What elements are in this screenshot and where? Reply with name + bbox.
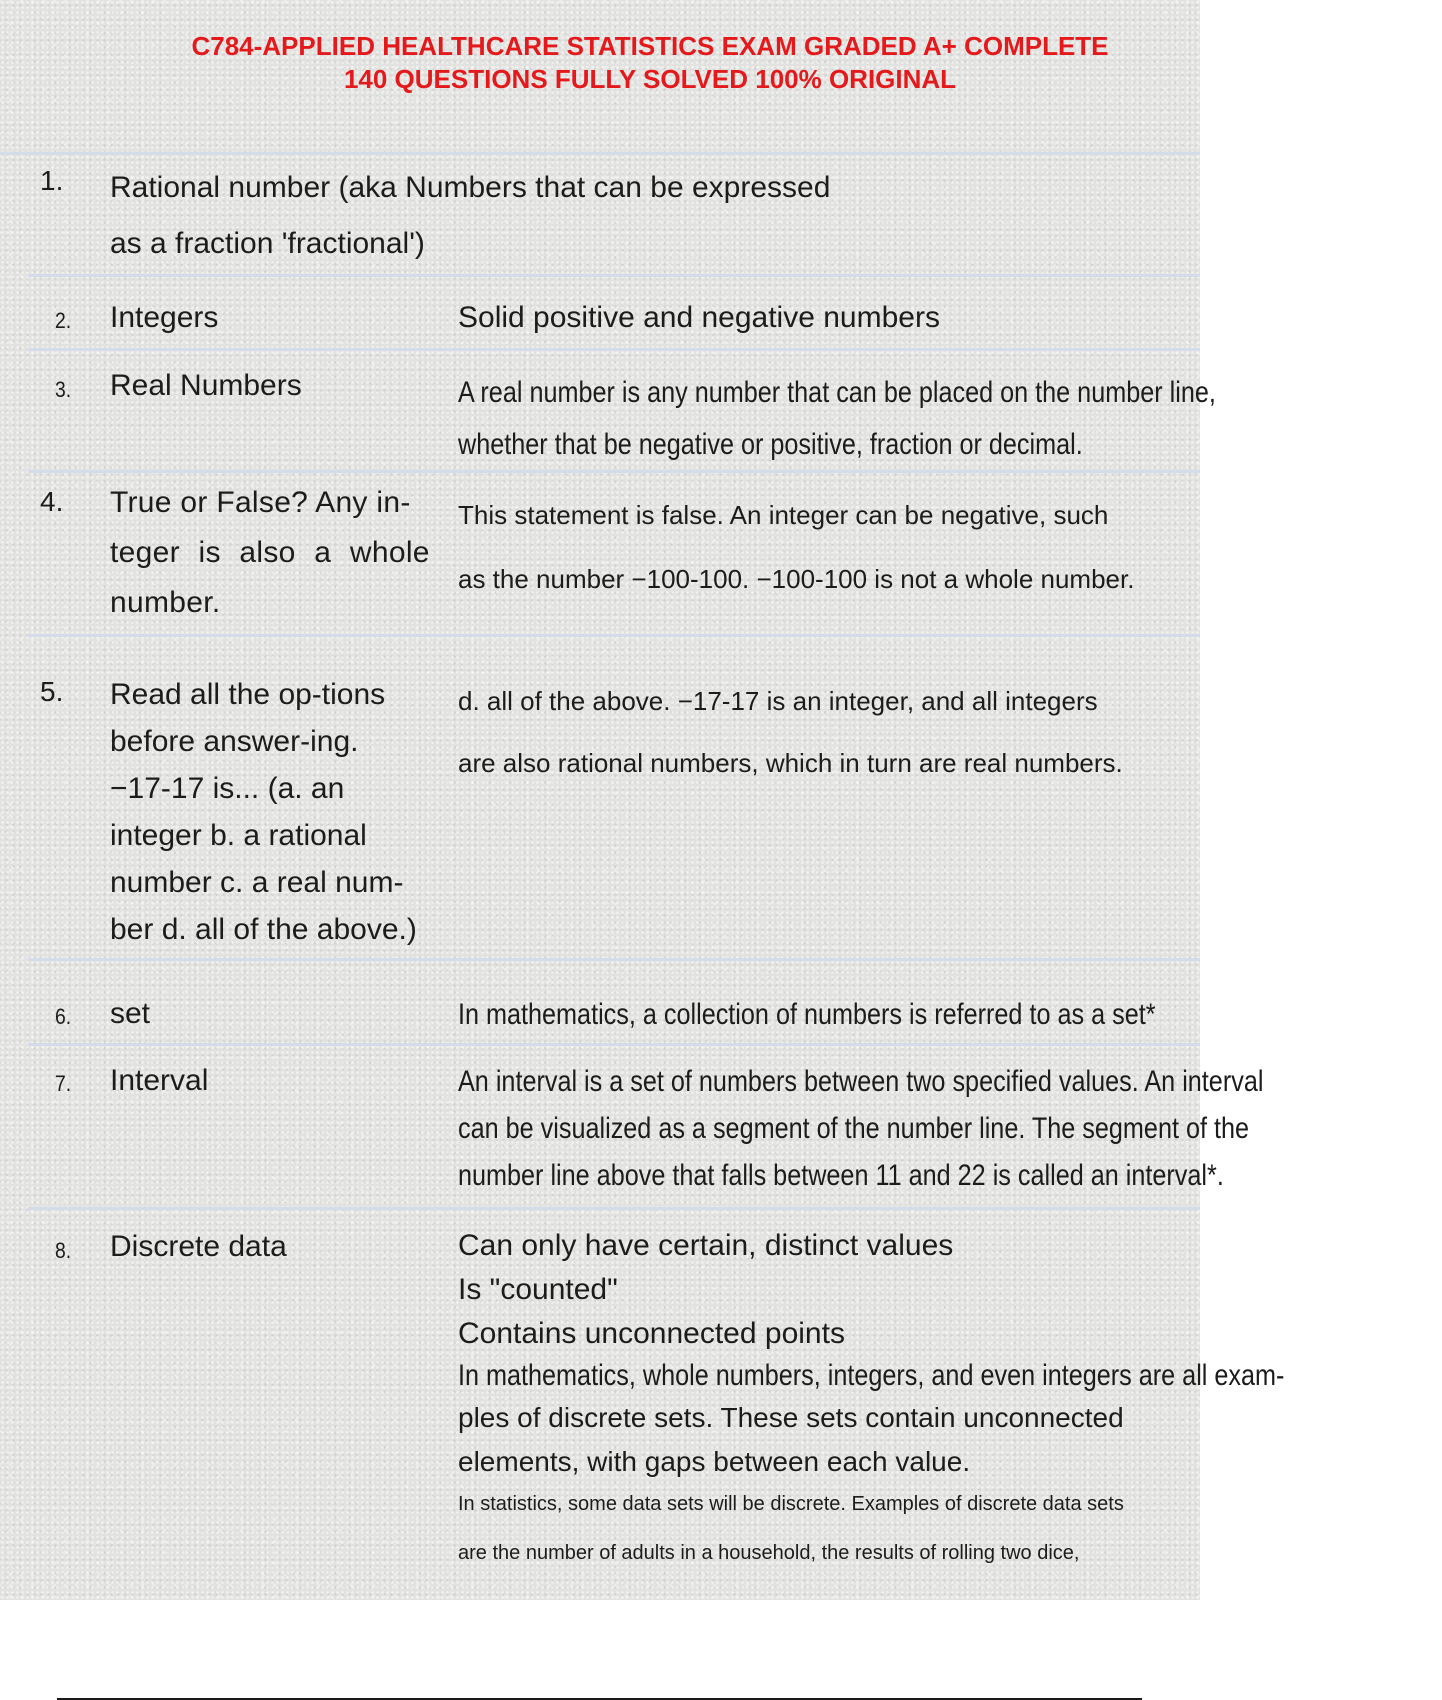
row-divider [28, 1207, 1200, 1210]
term-line: number c. a real num- [110, 866, 404, 899]
item-definition [458, 1058, 1264, 1199]
row-divider [28, 348, 1200, 351]
row-divider [28, 1043, 1200, 1046]
document-title [150, 30, 1150, 96]
term-line: −17-17 is... (a. an [110, 772, 345, 805]
term-line: number. [110, 586, 221, 619]
item-number: 2. [55, 308, 72, 333]
item-definition [458, 295, 1188, 341]
row-divider [28, 958, 1200, 961]
definition-line: d. all of the above. −17-17 is an integer, and all integers [458, 686, 1098, 716]
definition-line: This statement is false. An integer can be negative, such [458, 500, 1109, 530]
term-line: before answer-ing. [110, 725, 359, 758]
item-number: 5. [40, 676, 64, 707]
row-divider [28, 634, 1200, 637]
item-term: Real Numbers [110, 369, 302, 402]
item-number: 1. [40, 165, 64, 196]
title-line-2: 140 QUESTIONS FULLY SOLVED 100% ORIGINAL [343, 64, 957, 94]
definition-line: An interval is a set of numbers between two specified values. An interval [458, 1065, 1264, 1098]
definition-line: In mathematics, whole numbers, integers, and even integers are all exam- [458, 1359, 1285, 1392]
definition-line: Solid positive and negative numbers [458, 301, 940, 334]
row-divider [0, 152, 1200, 155]
definition-line: are the number of adults in a household, the results of rolling two dice, [458, 1542, 1080, 1564]
definition-line: elements, with gaps between each value. [458, 1446, 971, 1477]
item-term: Discrete data [110, 1230, 287, 1263]
term-line: teger is also a whole [110, 536, 430, 569]
definition-line: number line above that falls between 11 and 22 is called an interval*. [458, 1159, 1224, 1192]
definition-line: are also rational numbers, which in turn are real numbers. [458, 748, 1123, 778]
term-line: Rational number (aka Numbers that can be expressed [110, 171, 831, 204]
item-definition [458, 1224, 1285, 1570]
item-definition [458, 670, 1188, 794]
item-term [110, 671, 417, 953]
definition-line: Can only have certain, distinct values [458, 1229, 954, 1262]
row-divider [28, 274, 1200, 277]
term-line: ber d. all of the above.) [110, 913, 417, 946]
definition-line: as the number −100-100. −100-100 is not a whole number. [458, 564, 1135, 594]
term-line: integer b. a rational [110, 819, 367, 852]
term-line: True or False? Any in- [110, 486, 411, 519]
title-line-1: C784-APPLIED HEALTHCARE STATISTICS EXAM GRADED A+ COMPLETE [191, 31, 1109, 61]
item-number: 6. [55, 1004, 72, 1029]
definition-line: A real number is any number that can be placed on the number line, [458, 376, 1216, 409]
row-divider [28, 470, 1200, 473]
definition-line: In statistics, some data sets will be discrete. Examples of discrete data sets [458, 1493, 1124, 1515]
definition-line: can be visualized as a segment of the number line. The segment of the [458, 1112, 1250, 1145]
definition-line: Is "counted" [458, 1273, 618, 1306]
item-term: Interval [110, 1064, 209, 1097]
item-number: 3. [55, 377, 72, 402]
definition-line: ples of discrete sets. These sets contain unconnected [458, 1402, 1124, 1433]
item-term [110, 478, 430, 628]
item-definition [458, 993, 1188, 1037]
definition-line: In mathematics, a collection of numbers is referred to as a set* [458, 998, 1156, 1031]
item-term: Integers [110, 301, 219, 334]
definition-line: Contains unconnected points [458, 1317, 845, 1350]
item-number: 7. [55, 1071, 72, 1096]
term-line: as a fraction 'fractional') [110, 227, 425, 260]
term-line: Read all the op-tions [110, 678, 386, 711]
item-number: 8. [55, 1238, 72, 1263]
item-term: set [110, 997, 151, 1030]
item-term [110, 160, 830, 272]
item-definition [458, 483, 1188, 611]
item-number: 4. [40, 486, 64, 517]
item-definition [458, 367, 1216, 471]
definition-line: whether that be negative or positive, fraction or decimal. [458, 428, 1083, 461]
